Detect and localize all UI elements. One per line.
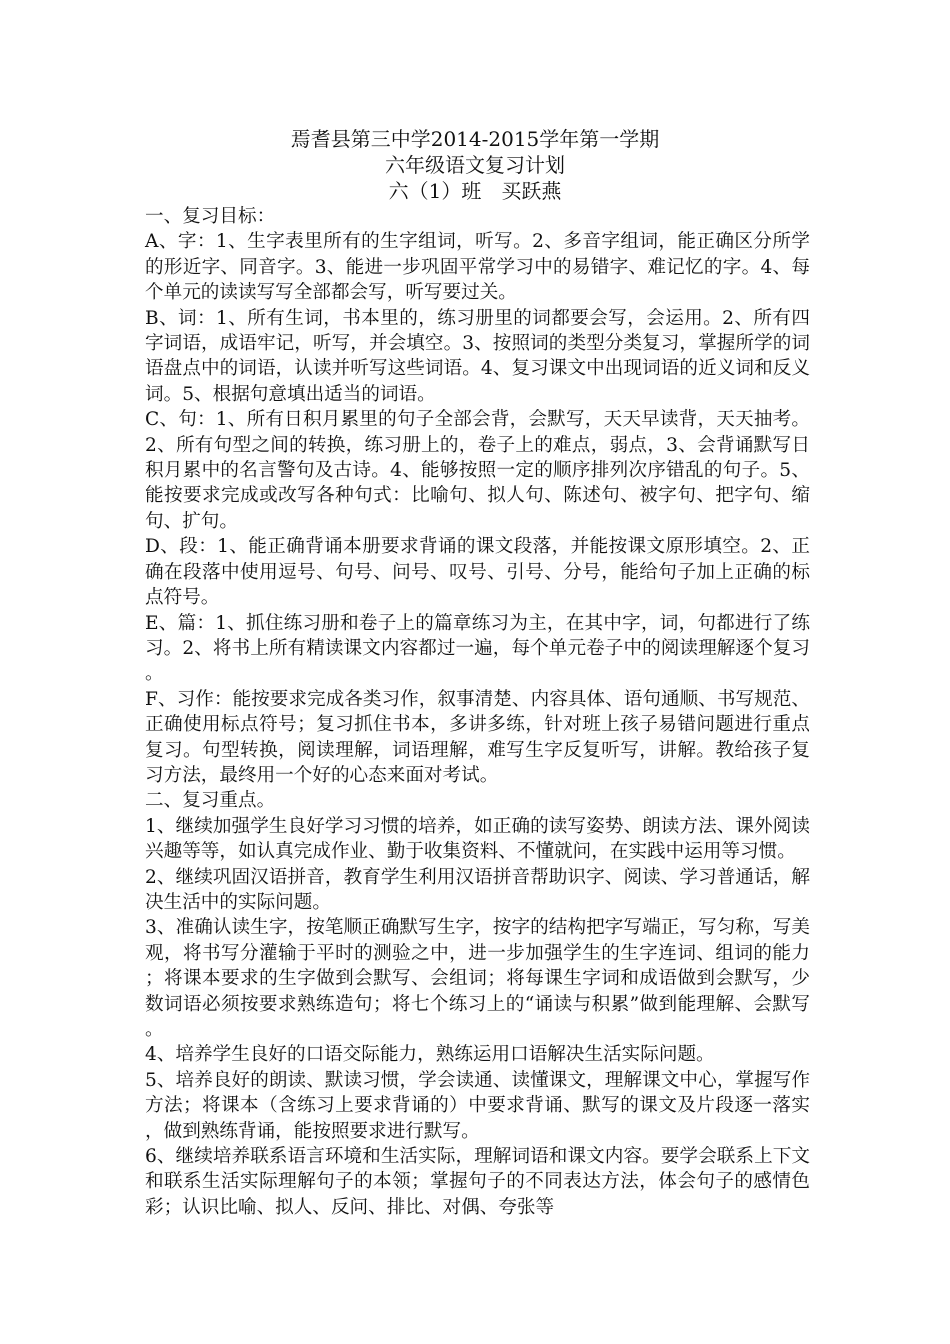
paragraph-passages: D、段：1、能正确背诵本册要求背诵的课文段落，并能按课文原形填空。2、正确在段落中使用逗号、句号、问号、叹号、引号、分号，能给句子加上正确的标点符号。 [145,536,810,609]
paragraph-sentences: C、句：1、所有日积月累里的句子全部会背，会默写，天天早读背，天天抽考。2、所有句型之间的转换，练习册上的，卷子上的难点，弱点，3、会背诵默写日积月累中的名言警句及古诗。4、能够按照一定的顺序排列次序错乱的句子。5、能按要求完成或改写各种句式：比喻句、拟人句、陈述句、被字句、把字句、缩句、扩句。 [145,409,810,532]
focus-item-2: 2、继续巩固汉语拼音，教育学生利用汉语拼音帮助识字、阅读、学习普通话，解决生活中的实际问题。 [145,866,810,913]
focus-item-4: 4、培养学生良好的口语交际能力，熟练运用口语解决生活实际问题。 [145,1044,715,1066]
paragraph-characters: A、字：1、生字表里所有的生字组词，听写。2、多音字组词，能正确区分所学的形近字、同音字。3、能进一步巩固平常学习中的易错字、难记忆的字。4、每个单元的读读写写全部都会写，听写要过关。 [145,231,810,304]
document-title-block [0,126,950,204]
paragraph-texts: E、篇：1、抓住练习册和卷子上的篇章练习为主，在其中字，词，句都进行了练习。2、将书上所有精读课文内容都过一遍，每个单元卷子中的阅读理解逐个复习。 [145,612,810,685]
document-subtitle: 六年级语文复习计划 [385,153,565,177]
section-heading-goals: 一、复习目标： [145,206,276,227]
document-body [145,204,810,1220]
focus-item-1: 1、继续加强学生良好学习习惯的培养，如正确的读写姿势、朗读方法、课外阅读兴趣等等，如认真完成作业、勤于收集资料、不懂就问，在实践中运用等习惯。 [145,815,810,863]
focus-item-6: 6、继续培养联系语言环境和生活实际，理解词语和课文内容。要学会联系上下文和联系生活实际理解句子的本领；掌握句子的不同表达方法，体会句子的感情色彩；认识比喻、拟人、反问、排比、对偶、夸张等 [145,1146,810,1218]
document-title: 焉耆县第三中学2014-2015学年第一学期 [290,127,660,151]
section-heading-focus: 二、复习重点。 [145,790,276,812]
focus-item-5: 5、培养良好的朗读、默读习惯，学会读通、读懂课文，理解课文中心，掌握写作方法；将课本（含练习上要求背诵的）中要求背诵、默写的课文及片段逐一落实，做到熟练背诵，能按照要求进行默写。 [145,1069,810,1142]
paragraph-writing: F、习作：能按要求完成各类习作，叙事清楚、内容具体、语句通顺、书写规范、正确使用标点符号；复习抓住书本，多讲多练，针对班上孩子易错问题进行重点复习。句型转换，阅读理解，词语理解，难写生字反复听写，讲解。教给孩子复习方法，最终用一个好的心态来面对考试。 [145,688,810,786]
paragraph-words: B、词：1、所有生词，书本里的，练习册里的词都要会写，会运用。2、所有四字词语，成语牢记，听写，并会填空。3、按照词的类型分类复习，掌握所学的词语盘点中的词语，认读并听写这些词语。4、复习课文中出现词语的近义词和反义词。5、根据句意填出适当的词语。 [145,307,810,405]
focus-item-3: 3、准确认读生字，按笔顺正确默写生字，按字的结构把字写端正，写匀称，写美观，将书写分灌输于平时的测验之中，进一步加强学生的生字连词、组词的能力；将课本要求的生字做到会默写、会组词；将每课生字词和成语做到会默写，少数词语必须按要求熟练造句；将七个练习上的“诵读与积累”做到能理解、会默写。 [145,917,810,1040]
document-author-line: 六（1）班 买跃燕 [388,179,562,203]
